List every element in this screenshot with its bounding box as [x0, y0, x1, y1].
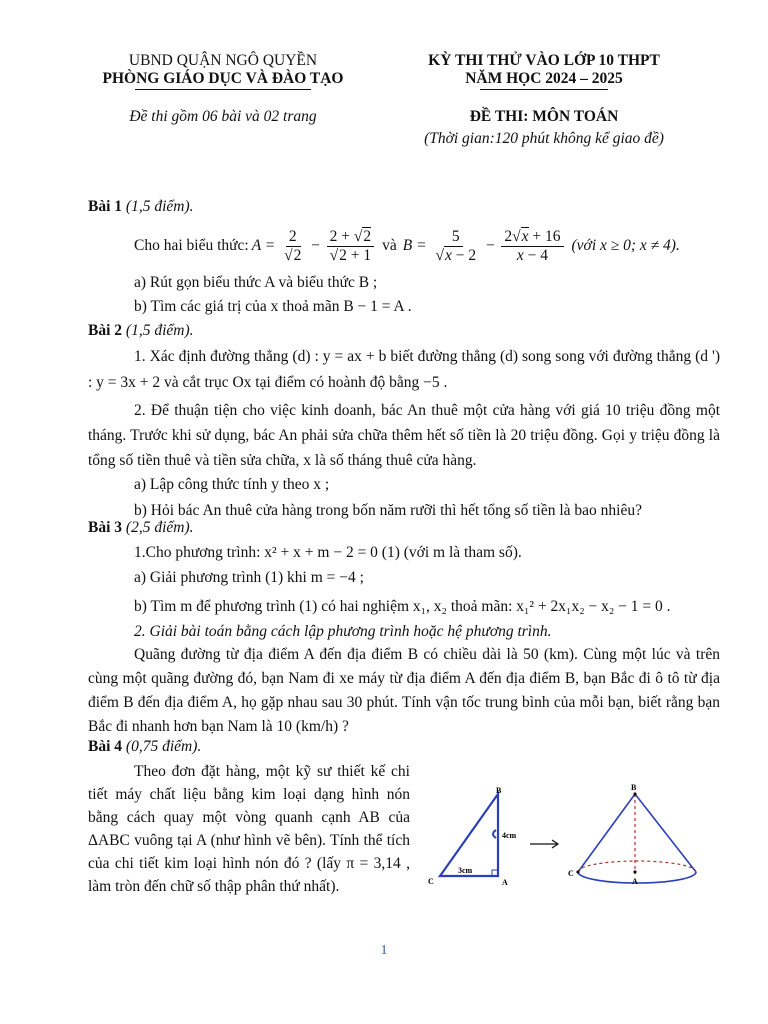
cone-label-C: C — [568, 869, 574, 878]
expression-B: B = $\frac{5}{√x - 2}$ − $\frac{2√x + 16}{x - 4}$ — [403, 228, 566, 265]
part-a: a) Rút gọn biểu thức A và biểu thức B ; — [134, 274, 378, 291]
page-count-note: Đề thi gồm 06 bài và 02 trang — [129, 108, 317, 125]
problem-title: Bài 3 — [88, 519, 123, 536]
exam-title: KỲ THI THỬ VÀO LỚP 10 THPT — [428, 52, 660, 69]
paragraph: 1. Xác định đường thẳng (d) : y = ax + b biết đường thẳng (d) song song với đường thẳng (d ') : y = 3x + 2 và cắt trục Ox tại điểm có hoành độ bằng −5 . — [88, 348, 720, 391]
and-word: và — [382, 237, 397, 254]
label-A: A — [502, 878, 508, 887]
expression-A: A = $\frac{2}{√2}$ − $\frac{2 + √2}{√2 + 1}$ — [252, 228, 376, 265]
problem-1-parts — [134, 272, 720, 318]
expression-condition: (với x ≥ 0; x ≠ 4). — [571, 237, 680, 254]
divider — [480, 89, 608, 90]
problem-title: Bài 1 — [88, 198, 123, 215]
problem-4 — [88, 736, 720, 758]
school-year: NĂM HỌC 2024 – 2025 — [465, 70, 623, 87]
problem-points: (2,5 điểm). — [125, 519, 194, 536]
problem-title: Bài 4 — [88, 738, 123, 755]
paragraph: Quãng đường từ địa điểm A đến địa điểm B có chiều dài là 50 (km). Cùng một lúc và trên cùng một quãng đường đó, bạn Nam đi xe máy từ địa điểm A đến địa điểm B, bạn Bắc đi ô tô từ địa điểm B đến địa điểm A, họ gặp nhau sau 30 phút. Tính vận tốc trung bình của mỗi bạn, biết rằng bạn Bắc đi nhanh hơn bạn Nam là 10 (km/h) ? — [88, 646, 720, 735]
office-name: PHÒNG GIÁO DỤC VÀ ĐÀO TẠO — [102, 70, 344, 87]
base-label: 3cm — [458, 866, 473, 875]
expression-intro: Cho hai biểu thức: — [134, 237, 249, 254]
height-label: 4cm — [502, 831, 517, 840]
problem-points: (1,5 điểm). — [125, 322, 194, 339]
problem-1 — [88, 196, 720, 218]
cone-label-A: A — [632, 877, 638, 886]
header-right — [380, 52, 708, 150]
paragraph: 2. Để thuận tiện cho việc kinh doanh, bác An thuê một cửa hàng với giá 10 triệu đồng một tháng. Trước khi sử dụng, bác An phải sửa chữa thêm hết số tiền là 20 triệu đồng. Gọi y triệu đồng là tổng số tiền thuê và tiền sửa chữa, x là số tháng thuê cửa hàng. — [88, 402, 720, 469]
problem-3 — [88, 517, 720, 739]
divider — [135, 89, 311, 90]
label-C: C — [428, 877, 434, 886]
problem-points: (0,75 điểm). — [125, 738, 202, 755]
subject-title: ĐỀ THI: MÔN TOÁN — [469, 108, 619, 125]
part-b: b) Tìm m để phương trình (1) có hai nghiệm x₁, x₂ thoả mãn: x₁² + 2x₁x₂ − x₂ − 1 = 0 . — [134, 598, 671, 615]
equation-line: 1.Cho phương trình: x² + x + m − 2 = 0 (1) (với m là tham số). — [134, 544, 522, 561]
page-number: 1 — [380, 943, 388, 958]
problem-2 — [88, 320, 720, 522]
expressions-line — [134, 222, 724, 270]
problem-4-text — [88, 760, 410, 898]
part-b: b) Hỏi bác An thuê cửa hàng trong bốn năm rưỡi thì hết tổng số tiền là bao nhiêu? — [134, 502, 642, 519]
header-left — [88, 52, 358, 128]
arrow-icon — [530, 840, 558, 848]
cone-figure — [420, 780, 720, 890]
cone-shape — [568, 783, 696, 886]
right-triangle — [428, 786, 517, 887]
paragraph: 2. Giải bài toán bằng cách lập phương trình hoặc hệ phương trình. — [134, 623, 552, 640]
problem-points: (1,5 điểm). — [125, 198, 194, 215]
department-name: UBND QUẬN NGÔ QUYỀN — [128, 52, 318, 69]
label-B: B — [496, 786, 502, 795]
part-a: a) Lập công thức tính y theo x ; — [134, 476, 330, 493]
cone-label-B: B — [631, 783, 637, 792]
time-note: (Thời gian:120 phút không kể giao đề) — [424, 130, 664, 147]
problem-title: Bài 2 — [88, 322, 123, 339]
paragraph: Theo đơn đặt hàng, một kỹ sư thiết kế chi tiết máy chất liệu bằng kim loại dạng hình nón bằng cách quay một vòng quanh cạnh AB của ΔABC vuông tại A (như hình vẽ bên). Tính thể tích của chi tiết kim loại hình nón đó ? (lấy π = 3,14 , làm tròn đến chữ số thập phân thứ nhất). — [88, 763, 410, 895]
part-a: a) Giải phương trình (1) khi m = −4 ; — [134, 569, 364, 586]
part-b: b) Tìm các giá trị của x thoả mãn B − 1 = A . — [134, 298, 412, 315]
